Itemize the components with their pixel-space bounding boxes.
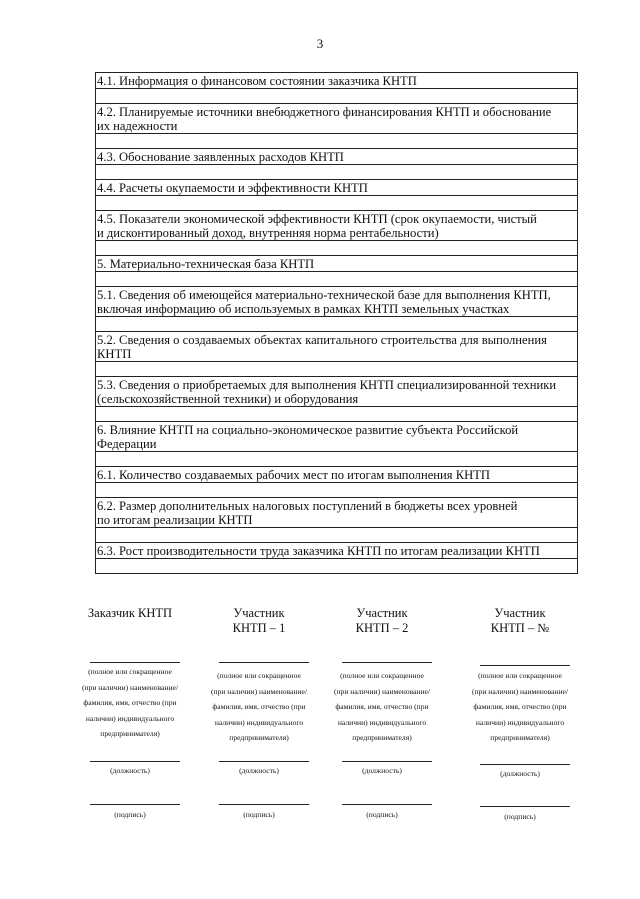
position-line: [342, 761, 432, 762]
section-label: 6.3. Рост производительности труда заказчика КНТП по итогам реализации КНТП: [96, 543, 577, 559]
name-line: [90, 662, 180, 663]
section-label: 4.1. Информация о финансовом состоянии заказчика КНТП: [96, 73, 577, 89]
section-entry-blank: [96, 165, 577, 180]
signatory-column: [70, 606, 190, 819]
signature-block: [70, 606, 610, 846]
signatory-column: [460, 606, 580, 821]
position-caption: (должность): [110, 766, 150, 775]
signature-line: [219, 804, 309, 805]
section-label: 5. Материально-техническая база КНТП: [96, 256, 577, 272]
section-entry-blank: [96, 362, 577, 377]
section-entry-blank: [96, 272, 577, 287]
signature-caption: (подпись): [504, 812, 536, 821]
name-caption: (полное или сокращенное (при наличии) наименование/ фамилия, имя, отчество (при наличии) индивидуального предпринимателя): [81, 667, 179, 738]
position-caption: (должность): [500, 769, 540, 778]
position-line: [90, 761, 180, 762]
position-caption: (должность): [362, 766, 402, 775]
signature-caption: (подпись): [114, 810, 146, 819]
signatory-column: [322, 606, 442, 819]
section-label: 4.4. Расчеты окупаемости и эффективности КНТП: [96, 180, 577, 196]
section-label: 5.3. Сведения о приобретаемых для выполнения КНТП специализированной техники (сельскохозяйственной техники) и оборудования: [96, 377, 577, 407]
section-label: 4.3. Обоснование заявленных расходов КНТП: [96, 149, 577, 165]
section-entry-blank: [96, 452, 577, 467]
section-label: 6. Влияние КНТП на социально-экономическое развитие субъекта Российской Федерации: [96, 422, 577, 452]
name-line: [219, 662, 309, 663]
signature-caption: (подпись): [243, 810, 275, 819]
section-entry-blank: [96, 196, 577, 211]
name-caption: (полное или сокращенное (при наличии) наименование/ фамилия, имя, отчество (при наличии) индивидуального предпринимателя): [471, 671, 569, 742]
signatory-title: Участник КНТП – 1: [232, 606, 286, 635]
section-entry-blank: [96, 134, 577, 149]
position-caption: (должность): [239, 766, 279, 775]
section-entry-blank: [96, 559, 577, 574]
section-entry-blank: [96, 317, 577, 332]
signatory-column: [199, 606, 319, 819]
sections-table: [95, 72, 578, 574]
section-entry-blank: [96, 528, 577, 543]
name-caption: (полное или сокращенное (при наличии) наименование/ фамилия, имя, отчество (при наличии) индивидуального предпринимателя): [210, 671, 308, 742]
section-label: 5.1. Сведения об имеющейся материально-технической базе для выполнения КНТП, включая информацию об используемых в рамках КНТП земельных участках: [96, 287, 577, 317]
position-line: [219, 761, 309, 762]
section-entry-blank: [96, 89, 577, 104]
section-label: 4.5. Показатели экономической эффективности КНТП (срок окупаемости, чистый и дисконтированный доход, внутренняя норма рентабельности): [96, 211, 577, 241]
section-entry-blank: [96, 483, 577, 498]
signature-line: [480, 806, 570, 807]
name-line: [480, 665, 570, 666]
signatory-title: Участник КНТП – №: [490, 606, 550, 635]
position-line: [480, 764, 570, 765]
signature-line: [342, 804, 432, 805]
signature-caption: (подпись): [366, 810, 398, 819]
signature-line: [90, 804, 180, 805]
signatory-title: Заказчик КНТП: [87, 606, 173, 620]
page-number: 3: [316, 36, 324, 51]
section-label: 5.2. Сведения о создаваемых объектах капитального строительства для выполнения КНТП: [96, 332, 577, 362]
signatory-title: Участник КНТП – 2: [355, 606, 409, 635]
section-entry-blank: [96, 241, 577, 256]
section-label: 6.1. Количество создаваемых рабочих мест по итогам выполнения КНТП: [96, 467, 577, 483]
name-line: [342, 662, 432, 663]
section-label: 6.2. Размер дополнительных налоговых поступлений в бюджеты всех уровней по итогам реализации КНТП: [96, 498, 577, 528]
section-entry-blank: [96, 407, 577, 422]
section-label: 4.2. Планируемые источники внебюджетного финансирования КНТП и обоснование их надежности: [96, 104, 577, 134]
name-caption: (полное или сокращенное (при наличии) наименование/ фамилия, имя, отчество (при наличии) индивидуального предпринимателя): [333, 671, 431, 742]
